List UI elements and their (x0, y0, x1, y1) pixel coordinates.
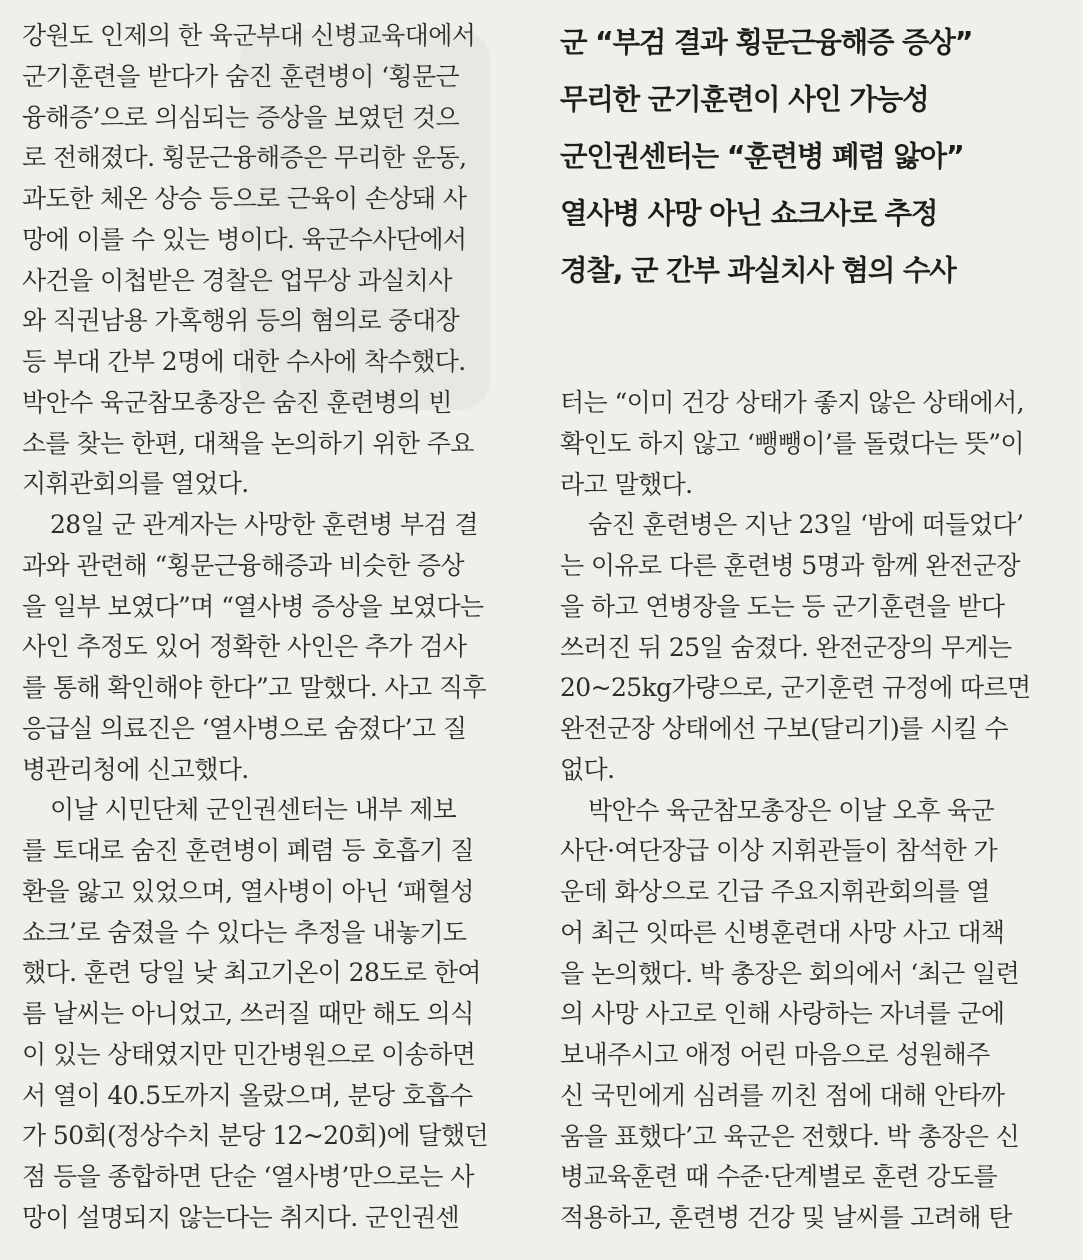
body-line: 운데 화상으로 긴급 주요지휘관회의를 열 (560, 877, 990, 906)
body-line: 했다. 훈련 당일 낮 최고기온이 28도로 한여 (22, 958, 481, 988)
body-line: 보내주시고 애정 어린 마음으로 성원해주 (560, 1040, 990, 1069)
body-line: 지휘관회의를 열었다. (22, 469, 249, 499)
body-line: 소를 찾는 한편, 대책을 논의하기 위한 주요 (22, 428, 474, 458)
subheadline: 군 “부검 결과 횡문근융해증 증상” (560, 26, 973, 59)
subheadline: 경찰, 군 간부 과실치사 혐의 수사 (560, 254, 956, 287)
body-line: 름 날씨는 아니었고, 쓰러질 때만 해도 의식 (22, 999, 474, 1028)
body-line: 어 최근 잇따른 신병훈련대 사망 사고 대책 (560, 917, 1005, 947)
body-line: 신 국민에게 심려를 끼친 점에 대해 안타까 (560, 1080, 1005, 1110)
body-line: 융해증’으로 의심되는 증상을 보였던 것으 (22, 102, 460, 132)
body-line: 사건을 이첩받은 경찰은 업무상 과실치사 (22, 265, 452, 295)
body-line: 을 일부 보였다”며 “열사병 증상을 보였다는 (22, 591, 484, 621)
body-line: 를 토대로 숨진 훈련병이 폐렴 등 호흡기 질 (22, 836, 474, 865)
body-line: 사인 추정도 있어 정확한 사인은 추가 검사 (22, 632, 467, 662)
body-line: 등 부대 간부 2명에 대한 수사에 착수했다. (22, 347, 466, 376)
body-line: 의 사망 사고로 인해 사랑하는 자녀를 군에 (560, 999, 1005, 1029)
body-line: 이 있는 상태였지만 민간병원으로 이송하면 (22, 1039, 476, 1069)
subheadline: 열사병 사망 아닌 쇼크사로 추정 (560, 197, 938, 230)
body-line: 와 직권남용 가혹행위 등의 혐의로 중대장 (22, 306, 460, 336)
body-line: 박안수 육군참모총장은 숨진 훈련병의 빈 (22, 387, 452, 417)
body-line: 라고 말했다. (560, 469, 693, 499)
body-line: 적용하고, 훈련병 건강 및 날씨를 고려해 탄 (560, 1203, 1012, 1232)
body-line: 점 등을 종합하면 단순 ‘열사병’만으로는 사 (22, 1162, 474, 1191)
body-line: 강원도 인제의 한 육군부대 신병교육대에서 (22, 21, 476, 50)
body-line: 확인도 하지 않고 ‘뺑뺑이’를 돌렸다는 뜻”이 (560, 428, 1024, 458)
body-line: 응급실 의료진은 ‘열사병으로 숨졌다’고 질 (22, 713, 467, 743)
body-line: 없다. (560, 754, 615, 784)
body-line: 환을 앓고 있었으며, 열사병이 아닌 ‘패혈성 (22, 876, 474, 906)
body-line: 완전군장 상태에선 구보(달리기)를 시킬 수 (560, 714, 1009, 743)
paragraph-start-line: 이날 시민단체 군인권센터는 내부 제보 (50, 795, 457, 825)
body-line: 을 하고 연병장을 도는 등 군기훈련을 받다 (560, 591, 1005, 621)
body-line: 군기훈련을 받다가 숨진 훈련병이 ‘횡문근 (22, 61, 460, 91)
body-line: 움을 표했다’고 육군은 전했다. 박 총장은 신 (560, 1121, 1020, 1151)
body-line: 사단·여단장급 이상 지휘관들이 참석한 가 (560, 836, 998, 866)
body-line: 병관리청에 신고했다. (22, 754, 249, 784)
subheadline: 무리한 군기훈련이 사인 가능성 (560, 83, 929, 116)
body-line: 를 통해 확인해야 한다”고 말했다. 사고 직후 (22, 673, 486, 702)
body-line: 쓰러진 뒤 25일 숨졌다. 완전군장의 무게는 (560, 632, 1012, 662)
body-line: 터는 “이미 건강 상태가 좋지 않은 상태에서, (560, 388, 1024, 417)
body-line: 가 50회(정상수치 분당 12~20회)에 달했던 (22, 1121, 489, 1151)
body-line: 20~25kg가량으로, 군기훈련 규정에 따르면 (560, 673, 1031, 703)
article-left-column (22, 0, 522, 1239)
body-line: 망에 이를 수 있는 병이다. 육군수사단에서 (22, 224, 467, 254)
body-line: 로 전해졌다. 횡문근융해증은 무리한 운동, (22, 143, 467, 173)
paragraph-start-line: 28일 군 관계자는 사망한 훈련병 부검 결 (50, 510, 478, 539)
article-right-column (560, 383, 1060, 1239)
body-line: 을 논의했다. 박 총장은 회의에서 ‘최근 일련 (560, 958, 1020, 988)
body-line: 망이 설명되지 않는다는 취지다. 군인권센 (22, 1202, 460, 1232)
body-line: 쇼크’로 숨졌을 수 있다는 추정을 내놓기도 (22, 917, 467, 947)
body-line: 서 열이 40.5도까지 올랐으며, 분당 호흡수 (22, 1080, 473, 1110)
paragraph-start-line: 숨진 훈련병은 지난 23일 ‘밤에 떠들었다’ (588, 510, 1024, 540)
body-line: 과와 관련해 “횡문근융해증과 비슷한 증상 (22, 550, 464, 580)
article-subheadlines (560, 14, 1060, 299)
paragraph-start-line: 박안수 육군참모총장은 이날 오후 육군 (588, 795, 995, 825)
body-line: 과도한 체온 상승 등으로 근육이 손상돼 사 (22, 184, 467, 213)
body-line: 는 이유로 다른 훈련병 5명과 함께 완전군장 (560, 551, 1020, 580)
body-line: 병교육훈련 때 수준·단계별로 훈련 강도를 (560, 1162, 998, 1192)
subheadline: 군인권센터는 “훈련병 폐렴 앓아” (560, 140, 964, 173)
